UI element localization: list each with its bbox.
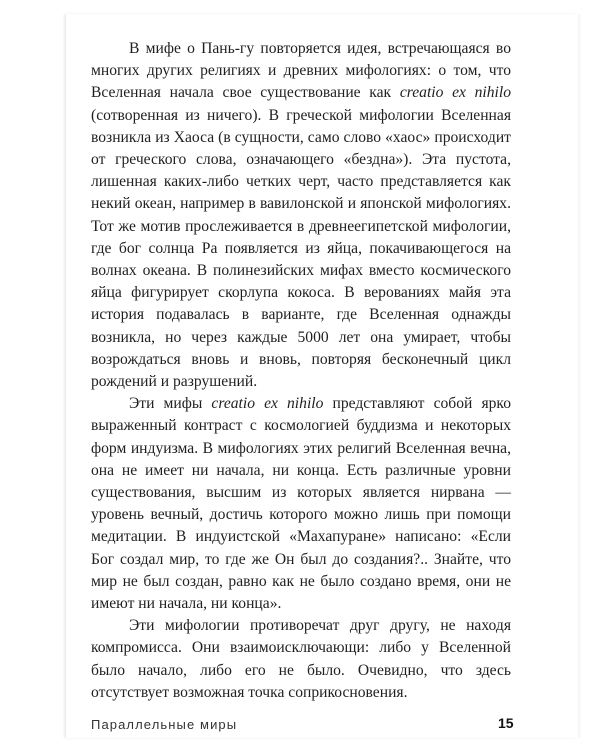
paragraph-2: Эти мифы creatio ex nihilo представляют собой ярко выраженный контраст с космологией буддизма и некоторых форм индуизма. В мифологиях этих религий Вселенная вечна, она не имеет ни начала, ни конца. Есть различные уровни существования, высшим из которых является нирвана — уровень вечный, достичь которого можно лишь при помощи медитации. В индуистской «Махапуране» написано: «Если Бог создал мир, то где же Он был до создания?.. Знайте, что мир не был создан, равно как не было создано время, они не имеют ни начала, ни конца». (91, 395, 511, 613)
paragraph-1: В мифе о Пань-гу повторяется идея, встречающаяся во многих других религиях и древних мифологиях: о том, что Вселенная начала свое существование как creatio ex nihilo (сотворенная из ничего). В греческой мифологии Вселенная возникла из Хаоса (в сущности, само слово «хаос» происходит от греческого слова, означающего «бездна»). Эта пустота, лишенная каких-либо четких черт, часто представляется как некий океан, например в вавилонской и японской мифологиях. Тот же мотив прослеживается в древнеегипетской мифологии, где бог солнца Ра появляется из яйца, покачивающегося на волнах океана. В полинезийских мифах вместо космического яйца фигурирует скорлупа кокоса. В верованиях майя эта история подавалась в варианте, где Вселенная однажды возникла, но через каждые 5000 лет она умирает, чтобы возрождаться вновь и вновь, повторяя бесконечный цикл рождений и разрушений. (91, 40, 511, 391)
body-text (91, 38, 511, 704)
running-footer-title: Параллельные миры (91, 717, 238, 732)
paragraph-3: Эти мифологии противоречат друг другу, не находя компромисса. Они взаимоисключающи: либо у Вселенной было начало, либо его не было. Очевидно, что здесь отсутствует возможная точка соприкосновения. (91, 617, 511, 701)
book-page (66, 14, 578, 738)
page-number: 15 (498, 715, 514, 731)
